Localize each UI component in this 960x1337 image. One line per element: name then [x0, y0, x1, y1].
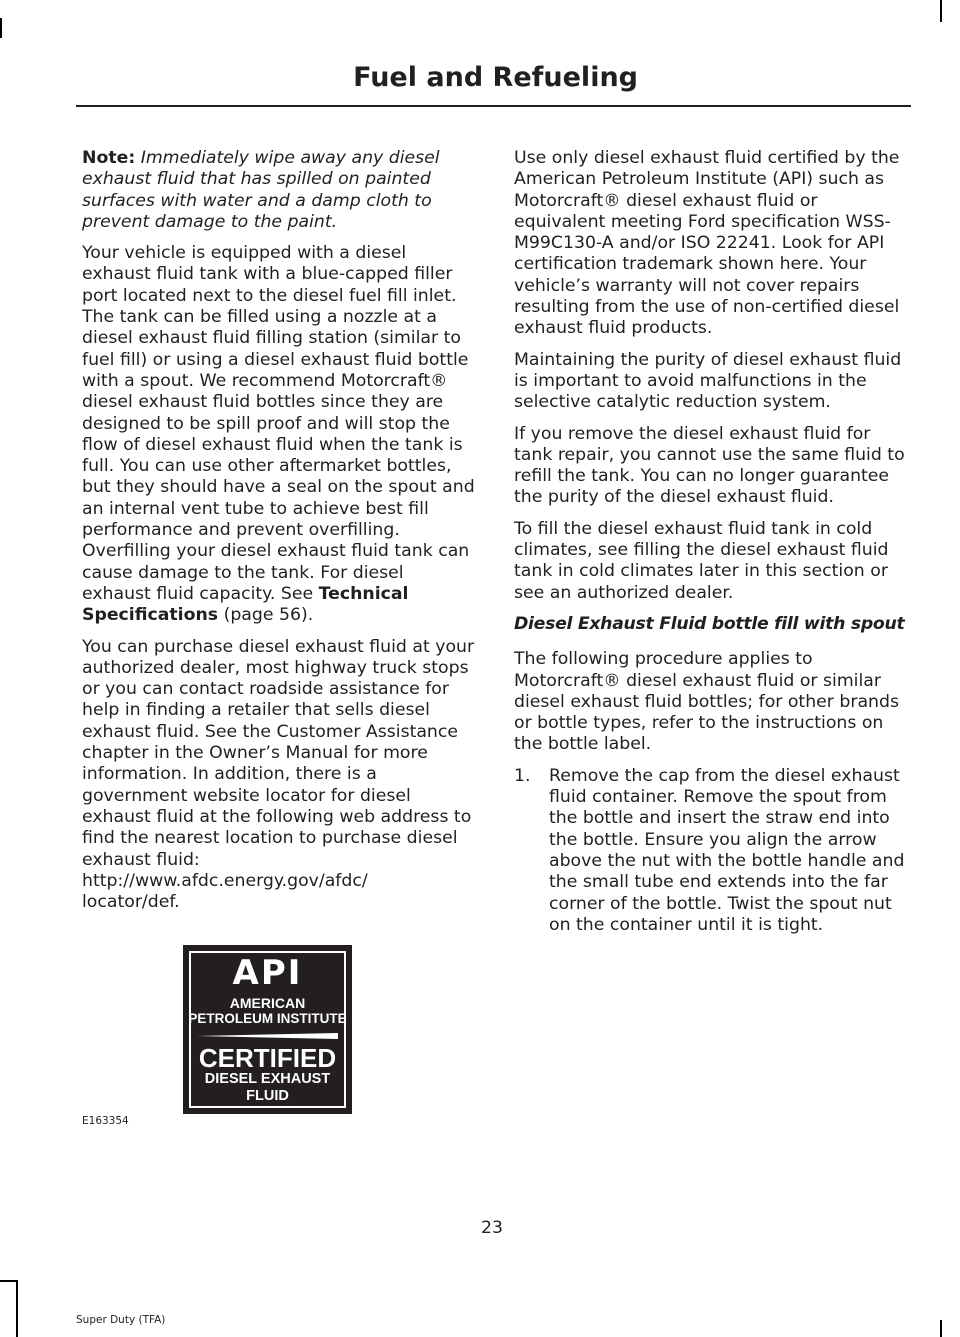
- step-number: 1.: [514, 765, 531, 786]
- equipment-paragraph: [82, 243, 475, 626]
- procedure-step-1: [514, 766, 909, 936]
- purchase-text: You can purchase diesel exhaust fluid at your authorized dealer, most highway truck stops or you can contact roadside assistance for help in finding a retailer that sells diesel exhaust fluid. See the Customer Assistance chapter in the Owner’s Manual for more information. In addition, there is a government website locator for diesel exhaust fluid at the following web address to find the nearest location to purchase diesel exhaust fluid:: [82, 636, 475, 870]
- equipment-text: Your vehicle is equipped with a diesel exhaust fluid tank with a blue-capped filler port located next to the diesel fuel fill inlet. The tank can be filled using a nozzle at a diesel exhaust fluid filling station (similar to fuel fill) or using a diesel exhaust fluid bottle with a spout. We recommend Motorcraft® diesel exhaust fluid bottles since they are designed to be spill proof and will stop the flow of diesel exhaust fluid when the tank is full. You can use other aftermarket bottles, but they should have a seal on the spout and an internal vent tube to achieve best fill performance and prevent overfilling. Overfilling your diesel exhaust fluid tank can cause damage to the tank. For diesel exhaust fluid capacity. See: [82, 243, 475, 604]
- left-column: [82, 148, 475, 913]
- crop-mark-bottom-right: [940, 1320, 942, 1337]
- api-certification-figure: [82, 945, 357, 1130]
- badge-divider-arrow: [197, 1033, 338, 1039]
- badge-certified: CERTIFIED: [198, 1043, 337, 1073]
- crop-mark-bottom-left-v: [16, 1280, 18, 1337]
- note-paragraph: [82, 148, 475, 233]
- right-column: [514, 148, 909, 936]
- badge-petroleum-institute: PETROLEUM INSTITUTE: [188, 1011, 347, 1026]
- purchase-paragraph: [82, 637, 475, 914]
- crop-mark-top-right: [940, 0, 942, 22]
- page-number: 23: [481, 1218, 503, 1238]
- step-text: Remove the cap from the diesel exhaust fluid container. Remove the spout from the bottle and insert the straw end into the bottle. Ensure you align the arrow above the nut with the bottle handle and the small tube end extends into the far corner of the bottle. Twist the spout nut on the container until it is tight.: [549, 765, 905, 935]
- page-reference: (page 56).: [218, 605, 314, 626]
- note-text: Immediately wipe away any diesel exhaust fluid that has spilled on painted surfaces with water and a damp cloth to prevent damage to the paint.: [82, 148, 440, 232]
- locator-url-line2[interactable]: locator/def.: [82, 892, 180, 913]
- locator-url-line1[interactable]: http://www.afdc.energy.gov/afdc/: [82, 870, 368, 891]
- note-label: Note:: [82, 148, 136, 168]
- header-divider: [76, 105, 911, 107]
- api-certified-badge: [183, 945, 352, 1114]
- bottle-fill-subheading: Diesel Exhaust Fluid bottle fill with spout: [514, 613, 905, 634]
- certification-paragraph: Use only diesel exhaust fluid certified by the American Petroleum Institute (API) such as Motorcraft® diesel exhaust fluid or equivalent meeting Ford specification WSS-M99C130-A and/or ISO 22241. Look for API certification trademark shown here. Your vehicle’s warranty will not cover repairs resulting from the use of non-certified diesel exhaust fluid products.: [514, 148, 900, 339]
- badge-diesel-exhaust: DIESEL EXHAUST: [204, 1071, 331, 1087]
- technical-specifications-link[interactable]: Technical Specifications: [82, 583, 409, 626]
- tank-repair-paragraph: If you remove the diesel exhaust fluid for tank repair, you cannot use the same fluid to refill the tank. You can no longer guarantee the purity of the diesel exhaust fluid.: [514, 423, 905, 508]
- badge-american: AMERICAN: [229, 995, 306, 1011]
- footer-vehicle-label: Super Duty (TFA): [76, 1314, 166, 1326]
- cold-climates-paragraph: To fill the diesel exhaust fluid tank in cold climates, see filling the diesel exhaust fluid tank in cold climates later in this section or see an authorized dealer.: [514, 518, 889, 603]
- badge-fluid: FLUID: [246, 1088, 289, 1104]
- crop-mark-top-left: [0, 18, 2, 38]
- purity-paragraph: Maintaining the purity of diesel exhaust fluid is important to avoid malfunctions in the selective catalytic reduction system.: [514, 349, 902, 413]
- procedure-paragraph: The following procedure applies to Motorcraft® diesel exhaust fluid or similar diesel exhaust fluid bottles; for other brands or bottle types, refer to the instructions on the bottle label.: [514, 649, 899, 755]
- page-title: Fuel and Refueling: [353, 62, 638, 93]
- api-logo: API: [232, 953, 303, 993]
- figure-code: E163354: [82, 1115, 129, 1127]
